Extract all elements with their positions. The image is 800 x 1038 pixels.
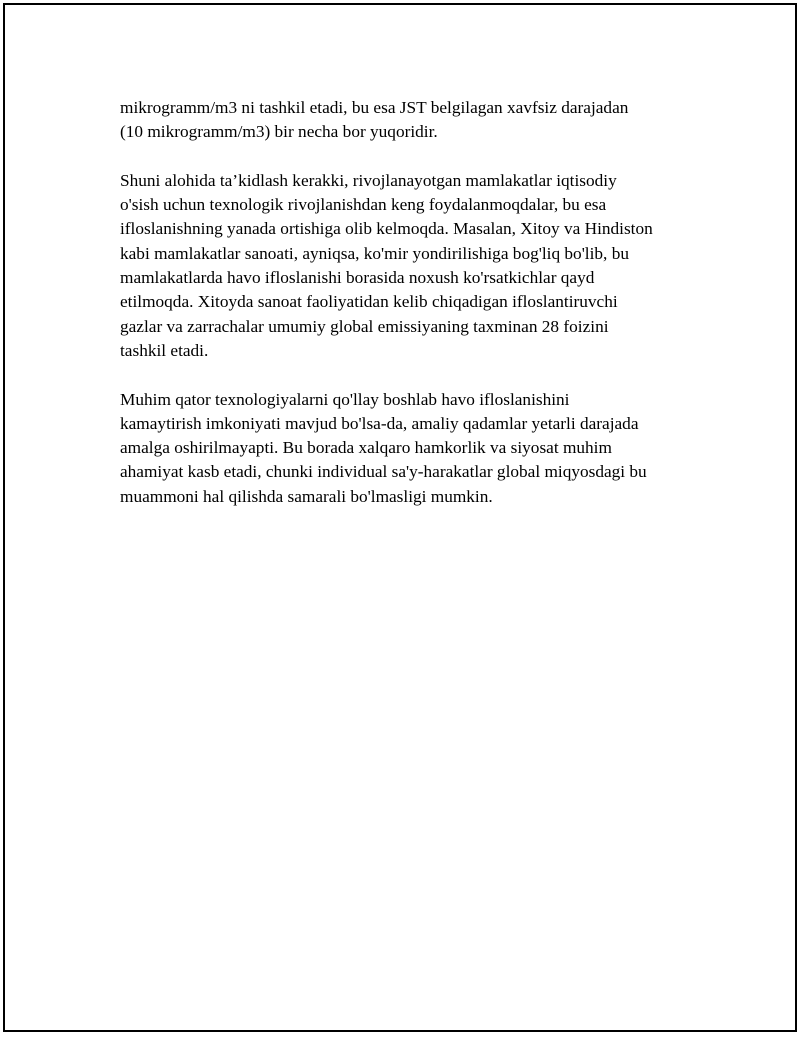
document-page [3, 3, 797, 1032]
paragraph-1: mikrogramm/m3 ni tashkil etadi, bu esa JST belgilagan xavfsiz darajadan (10 mikrogramm/m3) bir necha bor yuqoridir. [120, 98, 629, 142]
paragraph-2: Shuni alohida ta’kidlash kerakki, rivojlanayotgan mamlakatlar iqtisodiy o'sish uchun texnologik rivojlanishdan keng foydalanmoqdalar, bu esa ifloslanishning yanada ortishiga olib kelmoqda. Masalan, Xitoy va Hindiston kabi mamlakatlar sanoati, ayniqsa, ko'mir yondirilishiga bog'liq bo'lib, bu mamlakatlarda havo ifloslanishi borasida noxush ko'rsatkichlar qayd etilmoqda. Xitoyda sanoat faoliyatidan kelib chiqadigan ifloslantiruvchi gazlar va zarrachalar umumiy global emissiyaning taxminan 28 foizini tashkil etadi. [120, 170, 653, 360]
paragraph-3: Muhim qator texnologiyalarni qo'llay boshlab havo ifloslanishini kamaytirish imkoniyati mavjud bo'lsa-da, amaliy qadamlar yetarli darajada amalga oshirilmayapti. Bu borada xalqaro hamkorlik va siyosat muhim ahamiyat kasb etadi, chunki individual sa'y-harakatlar global miqyosdagi bu muammoni hal qilishda samarali bo'lmasligi mumkin. [120, 389, 647, 506]
document-body [120, 96, 710, 533]
